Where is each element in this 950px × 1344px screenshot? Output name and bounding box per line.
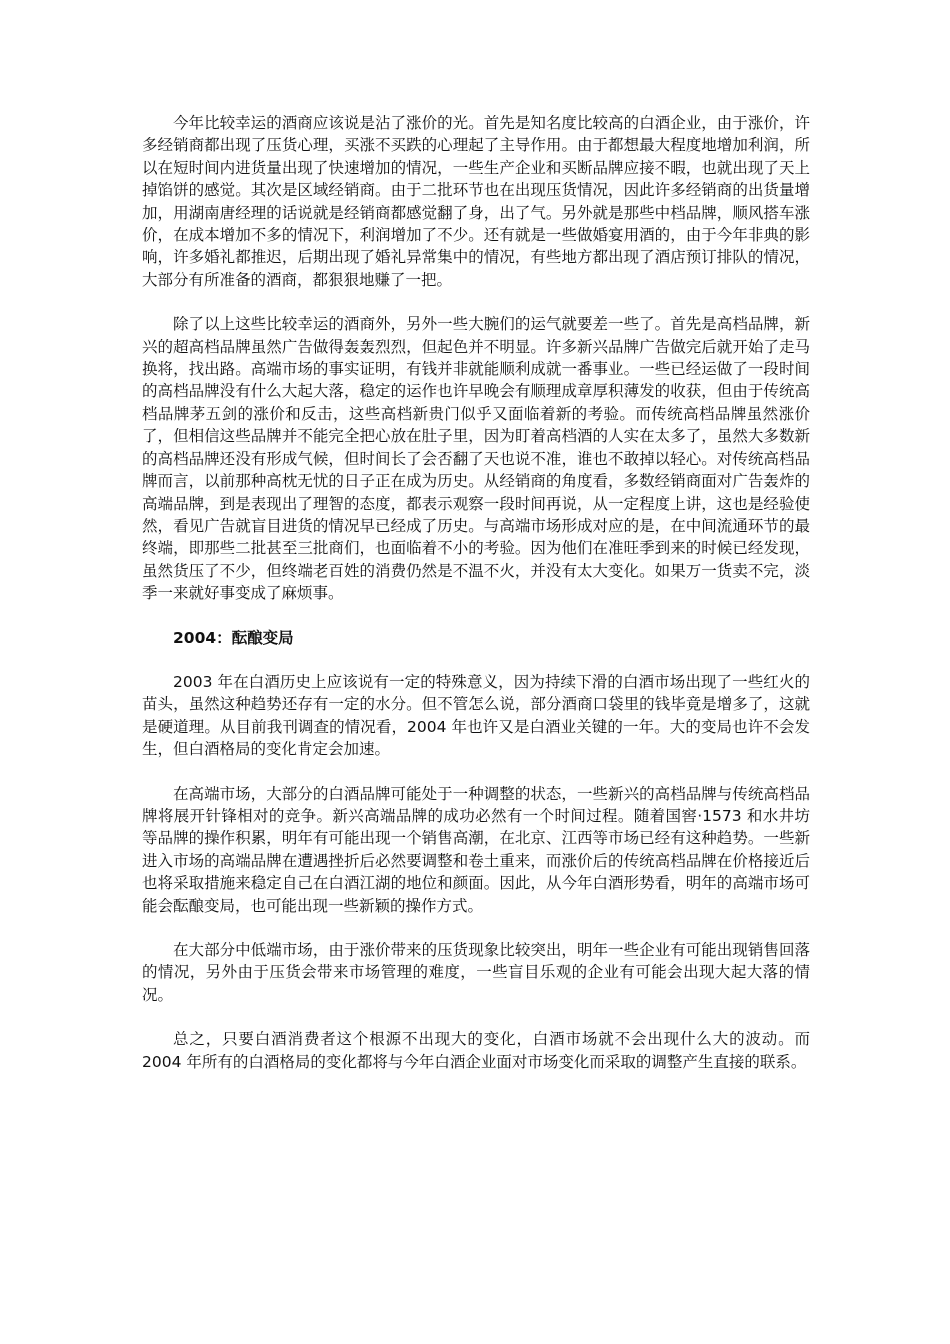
- document-body: [142, 112, 810, 1095]
- paragraph-mid-low-market: 在大部分中低端市场，由于涨价带来的压货现象比较突出，明年一些企业有可能出现销售回落的情况，另外由于压货会带来市场管理的难度，一些盲目乐观的企业有可能会出现大起大落的情况。: [142, 941, 810, 1004]
- paragraph-big-players: 除了以上这些比较幸运的酒商外，另外一些大腕们的运气就要差一些了。首先是高档品牌，新兴的超高档品牌虽然广告做得轰轰烈烈，但起色并不明显。许多新兴品牌广告做完后就开始了走马换将，找出路。高端市场的事实证明，有钱并非就能顺利成就一番事业。一些已经运做了一段时间的高档品牌没有什么大起大落，稳定的运作也许早晚会有顺理成章厚积薄发的收获，但由于传统高档品牌茅五剑的涨价和反击，这些高档新贵门似乎又面临着新的考验。而传统高档品牌虽然涨价了，但相信这些品牌并不能完全把心放在肚子里，因为盯着高档酒的人实在太多了，虽然大多数新的高档品牌还没有形成气候，但时间长了会否翻了天也说不准，谁也不敢掉以轻心。对传统高档品牌而言，以前那种高枕无忧的日子正在成为历史。从经销商的角度看，多数经销商面对广告轰炸的高端品牌，到是表现出了理智的态度，都表示观察一段时间再说，从一定程度上讲，这也是经验使然，看见广告就盲目进货的情况早已经成了历史。与高端市场形成对应的是，在中间流通环节的最终端，即那些二批甚至三批商们，也面临着不小的考验。因为他们在准旺季到来的时候已经发现，虽然货压了不少，但终端老百姓的消费仍然是不温不火，并没有太大变化。如果万一货卖不完，淡季一来就好事变成了麻烦事。: [142, 315, 810, 603]
- section-heading-2004: 2004：酝酿变局: [173, 628, 294, 647]
- paragraph-high-end-market: 在高端市场，大部分的白酒品牌可能处于一种调整的状态，一些新兴的高档品牌与传统高档品牌将展开针锋相对的竞争。新兴高端品牌的成功必然有一个时间过程。随着国窖·1573 和水井坊等品牌的操作积累，明年有可能出现一个销售高潮，在北京、江西等市场已经有这种趋势。一些新进入市场的高端品牌在遭遇挫折后必然要调整和卷土重来，而涨价后的传统高档品牌在价格接近后也将采取措施来稳定自己在白酒江湖的地位和颜面。因此，从今年白酒形势看，明年的高端市场可能会酝酿变局，也可能出现一些新颖的操作方式。: [142, 784, 810, 915]
- paragraph-2003-significance: 2003 年在白酒历史上应该说有一定的特殊意义，因为持续下滑的白酒市场出现了一些红火的苗头，虽然这种趋势还存有一定的水分。但不管怎么说，部分酒商口袋里的钱毕竟是增多了，这就是硬道理。从目前我刊调查的情况看，2004 年也许又是白酒业关键的一年。大的变局也许不会发生，但白酒格局的变化肯定会加速。: [142, 672, 810, 759]
- paragraph-lucky-dealers: 今年比较幸运的酒商应该说是沾了涨价的光。首先是知名度比较高的白酒企业，由于涨价，许多经销商都出现了压货心理，买涨不买跌的心理起了主导作用。由于都想最大程度地增加利润，所以在短时间内进货量出现了快速增加的情况，一些生产企业和买断品牌应接不暇，也就出现了天上掉馅饼的感觉。其次是区域经销商。由于二批环节也在出现压货情况，因此许多经销商的出货量增加，用湖南唐经理的话说就是经销商都感觉翻了身，出了气。另外就是那些中档品牌，顺风搭车涨价，在成本增加不多的情况下，利润增加了不少。还有就是一些做婚宴用酒的，由于今年非典的影响，许多婚礼都推迟，后期出现了婚礼异常集中的情况，有些地方都出现了酒店预订排队的情况，大部分有所准备的酒商，都狠狠地赚了一把。: [142, 114, 810, 289]
- paragraph-conclusion: 总之，只要白酒消费者这个根源不出现大的变化，白酒市场就不会出现什么大的波动。而 2004 年所有的白酒格局的变化都将与今年白酒企业面对市场变化而采取的调整产生直接的联系。: [142, 1030, 810, 1071]
